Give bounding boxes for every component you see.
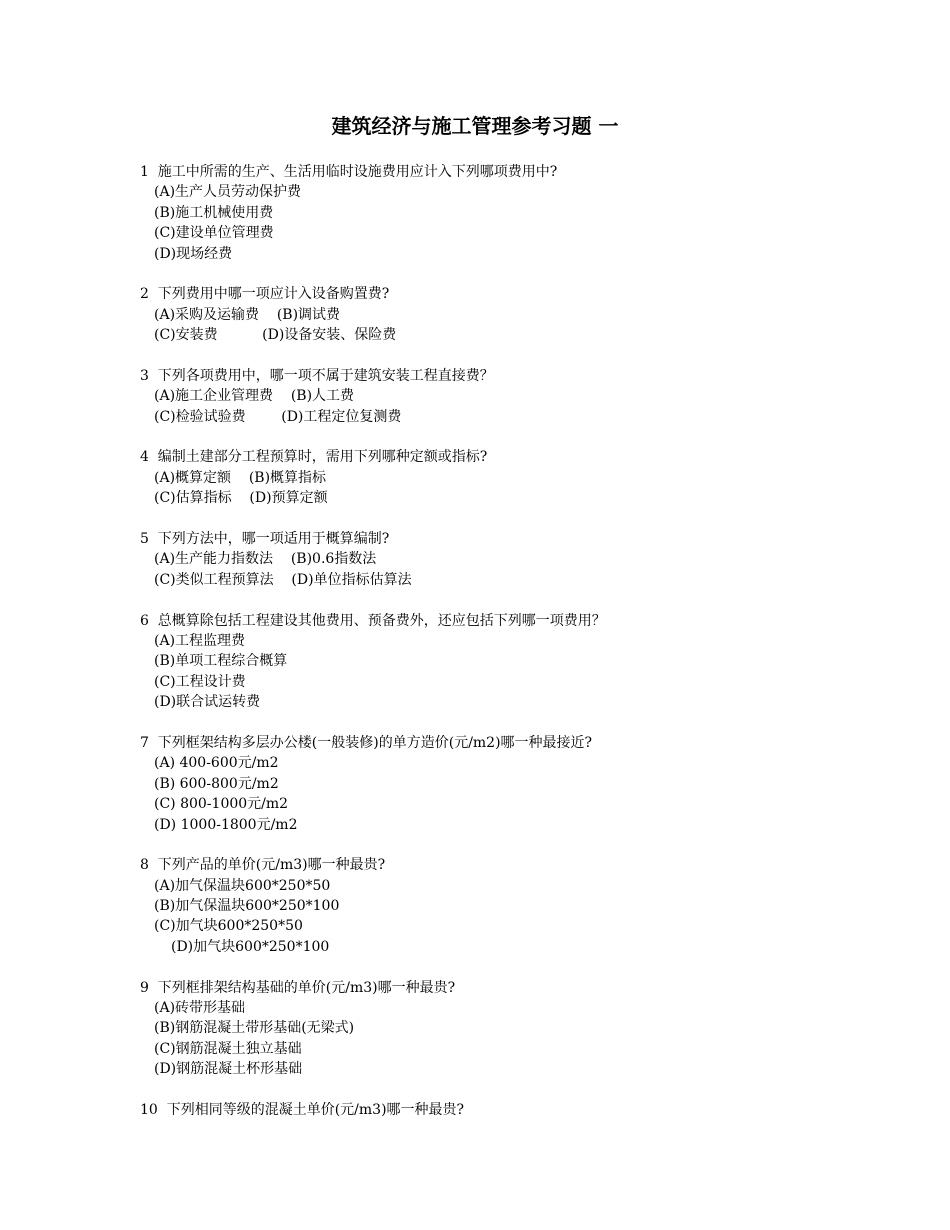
question-stem: 10 下列相同等级的混凝土单价(元/m3)哪一种最贵? [140,1101,465,1118]
question-option: (C)类似工程预算法 (D)单位指标估算法 [154,571,412,588]
question-option: (A)采购及运输费 (B)调试费 [154,306,341,323]
question-option: (C)检验试验费 (D)工程定位复测费 [154,408,402,425]
spacer [140,509,900,529]
question-option: (C)估算指标 (D)预算定额 [154,490,328,507]
question-stem: 1 施工中所需的生产、生活用临时设施费用应计入下列哪项费用中? [140,164,558,180]
question-stem: 8 下列产品的单价(元/m3)哪一种最贵? [140,857,386,874]
question-stem: 6 总概算除包括工程建设其他费用、预备费外，还应包括下列哪一项费用？ [140,612,606,629]
question-option: (B) 600-800元/m2 [154,775,279,792]
question-option: (C)钢筋混凝土独立基础 [154,1040,302,1057]
question-list [140,162,900,1120]
spacer [140,713,900,733]
question-option: (B)单项工程综合概算 [154,653,288,670]
question-option: (D)联合试运转费 [154,694,261,711]
question-stem: 5 下列方法中，哪一项适用于概算编制? [140,531,390,548]
question-option: (A)概算定额 (B)概算指标 [154,469,327,486]
question-stem: 3 下列各项费用中，哪一项不属于建筑安装工程直接费？ [140,367,494,384]
spacer [140,590,900,610]
question-option: (A)工程监理费 [154,632,246,649]
spacer [140,264,900,284]
question-stem: 7 下列框架结构多层办公楼(一般装修)的单方造价(元/m2)哪一种最接近? [140,734,593,751]
spacer [140,1080,900,1100]
question-option: (C)安装费 (D)设备安装、保险费 [154,327,397,344]
question-option: (B)钢筋混凝土带形基础(无梁式) [154,1020,355,1037]
question-option: (A)砖带形基础 [154,1000,246,1017]
question-stem: 4 编制土建部分工程预算时，需用下列哪种定额或指标? [140,449,488,466]
question-stem: 2 下列费用中哪一项应计入设备购置费? [140,286,390,303]
question-option: (A)生产能力指数法 (B)0.6指数法 [154,551,377,568]
question-option: (B)加气保温块600*250*100 [154,898,340,915]
question-option: (D)钢筋混凝土杯形基础 [154,1061,303,1078]
question-option: (C)加气块600*250*50 [154,918,303,935]
question-option: (D)现场经费 [154,245,233,262]
question-option: (D) 1000-1800元/m2 [154,816,298,833]
question-option: (D)加气块600*250*100 [171,938,330,955]
question-option: (A)生产人员劳动保护费 [154,184,302,201]
question-option: (B)施工机械使用费 [154,204,274,221]
document-title: 建筑经济与施工管理参考习题 一 [331,114,619,138]
spacer [140,346,900,366]
question-stem: 9 下列框排架结构基础的单价(元/m3)哪一种最贵? [140,979,456,996]
question-option: (A) 400-600元/m2 [154,755,279,772]
question-option: (C)建设单位管理费 [154,225,274,242]
spacer [140,957,900,977]
spacer [140,427,900,447]
question-option: (C)工程设计费 [154,673,246,690]
question-option: (C) 800-1000元/m2 [154,796,289,813]
question-option: (A)加气保温块600*250*50 [154,877,331,894]
question-option: (A)施工企业管理费 (B)人工费 [154,388,355,405]
spacer [140,835,900,855]
